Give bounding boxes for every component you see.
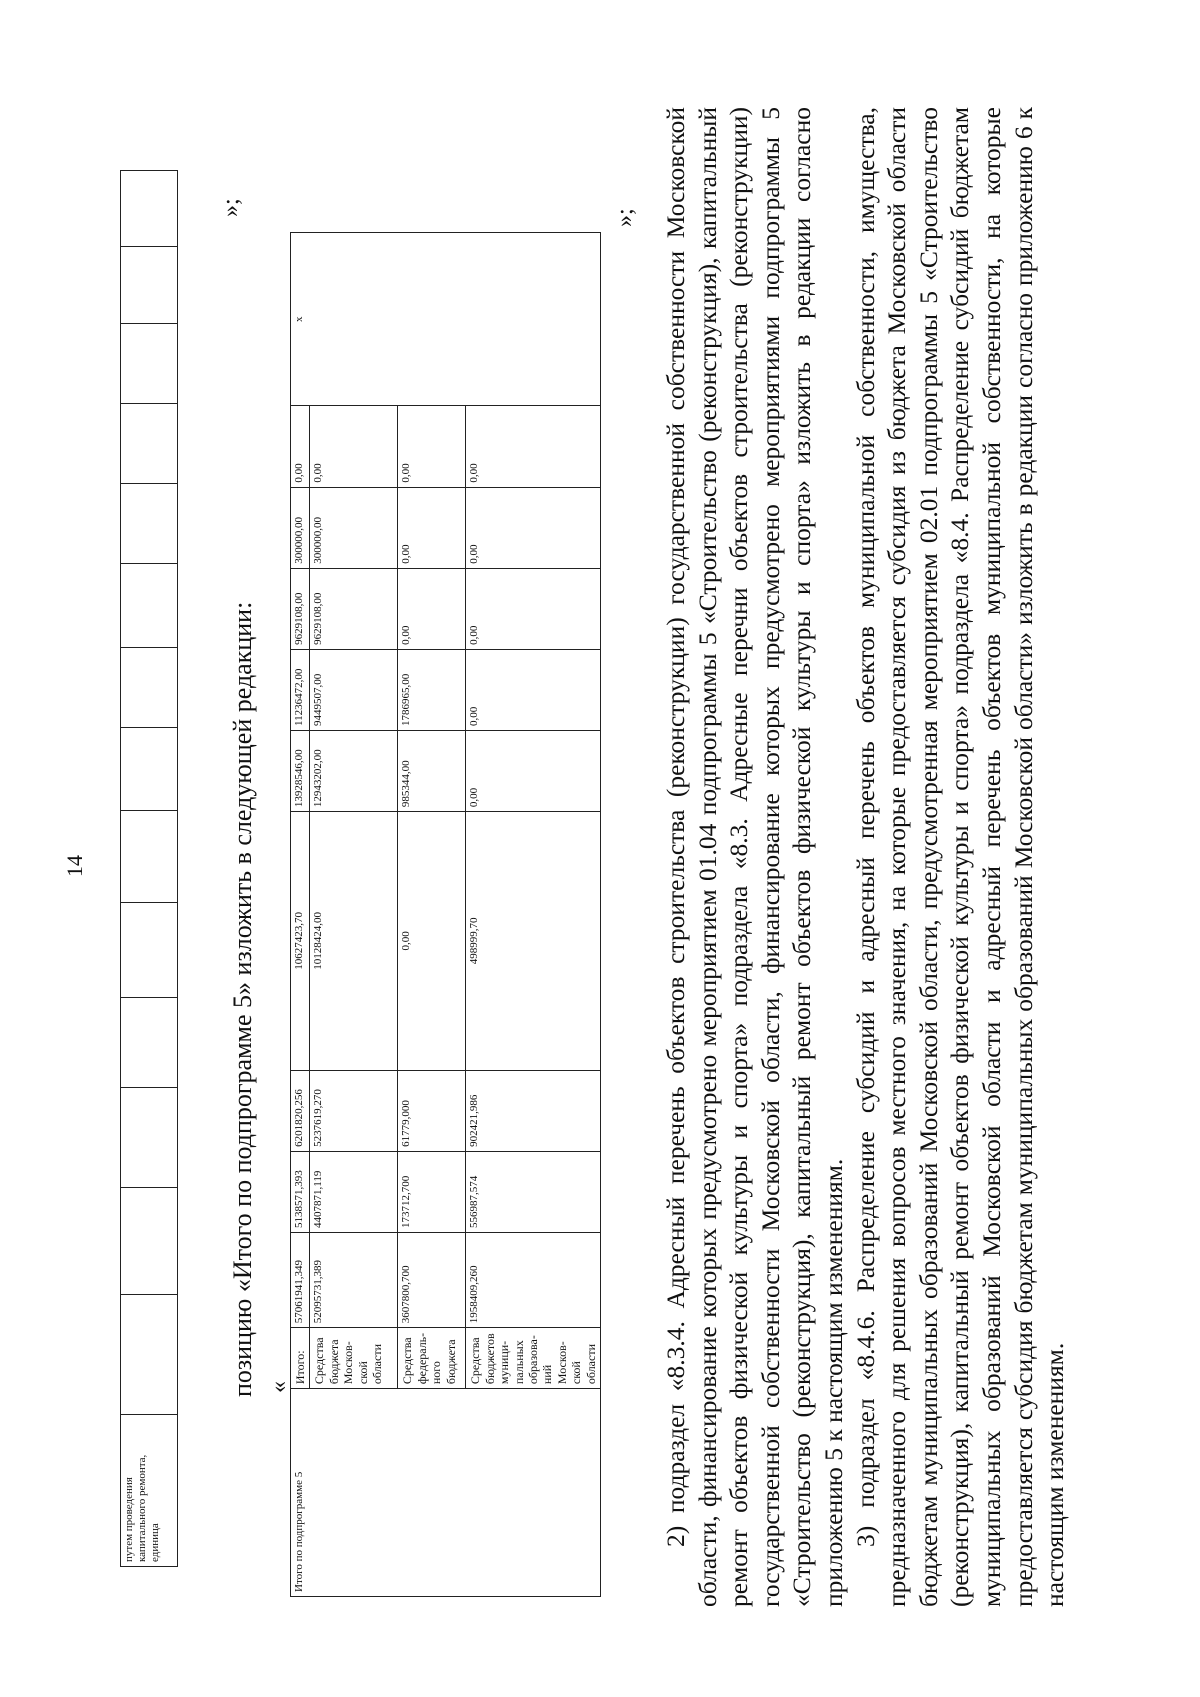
paragraph: 3) подраздел «8.4.6. Распределение субсидий и адресный перечень объектов муниципальной собственности, имущества, предназначенного для решения вопросов местного значения, на которые предоставляется субсидия из бюджета Московской области бюджетам муниципальных образований Московской области, предусмотренная мероприятием 02.01 подпрограммы 5 «Строительство (реконструкция), капитальный ремонт объектов физической культуры и спорта» подраздела «8.4. Распределение субсидий бюджетам муниципальных образований Московской области и адресный перечень объектов муниципальной собственности, на которые предоставляется субсидия бюджетам муниципальных образований Московской области» изложить в редакции согласно приложению 6 к настоящим изменениям. — [850, 107, 1070, 1607]
value-cell: 0,00 — [466, 487, 601, 568]
value-cell: 0,00 — [398, 568, 466, 649]
source-label: Средства федераль-ного бюджета — [398, 1328, 466, 1389]
closing-quote: »; — [612, 208, 638, 227]
value-cell: 300000,00 — [291, 487, 310, 568]
value-cell: 4407871,119 — [310, 1151, 398, 1232]
value-cell: 0,00 — [398, 812, 466, 1071]
source-label: Итого: — [291, 1328, 310, 1389]
value-cell: 556987,574 — [466, 1151, 601, 1232]
value-cell: 0,00 — [466, 730, 601, 811]
value-cell: 52095731,389 — [310, 1232, 398, 1327]
value-cell: 12943202,00 — [310, 730, 398, 811]
value-cell: 498999,70 — [466, 812, 601, 1071]
closing-quote: »; — [218, 198, 244, 217]
value-cell: 11236472,00 — [291, 649, 310, 730]
value-cell: 9629108,00 — [291, 568, 310, 649]
value-cell: 1958409,260 — [466, 1232, 601, 1327]
value-cell: 10627423,70 — [291, 812, 310, 1071]
value-cell: 10128424,00 — [310, 812, 398, 1071]
value-cell: 0,00 — [291, 406, 310, 487]
financing-table — [290, 232, 601, 1597]
value-cell: 13928546,00 — [291, 730, 310, 811]
table-row — [121, 171, 178, 1567]
paragraph: 2) подраздел «8.3.4. Адресный перечень объектов строительства (реконструкции) государственной собственности Московской области, финансирование которых предусмотрено мероприятием 01.04 подпрограммы 5 «Строительство (реконструкция), капитальный ремонт объектов физической культуры и спорта» подраздела «8.3. Адресные перечни объектов строительства (реконструкции) государственной собственности Московской области, финансирование которых предусмотрено мероприятиями подпрограммы 5 «Строительство (реконструкция), капитальный ремонт объектов физической культуры и спорта» изложить в редакции согласно приложению 5 к настоящим изменениям. — [661, 107, 848, 1607]
value-cell: 0,00 — [310, 406, 398, 487]
source-label: Средства бюджетов муници-пальных образова-ний Москов-ской области — [466, 1328, 601, 1389]
value-cell: 5237619,270 — [310, 1070, 398, 1151]
value-cell: 0,00 — [466, 406, 601, 487]
last-col-mark: х — [291, 233, 601, 406]
value-cell: 0,00 — [398, 406, 466, 487]
value-cell: 5138571,393 — [291, 1151, 310, 1232]
value-cell: 173712,700 — [398, 1151, 466, 1232]
value-cell: 0,00 — [466, 568, 601, 649]
value-cell: 3607800,700 — [398, 1232, 466, 1327]
source-label: Средства бюджета Москов-ской области — [310, 1328, 398, 1389]
value-cell: 57061941,349 — [291, 1232, 310, 1327]
opening-quote: « — [266, 1381, 292, 1393]
value-cell: 0,00 — [466, 649, 601, 730]
value-cell: 902421,986 — [466, 1070, 601, 1151]
row-label: Итого по подпрограмме 5 — [291, 1389, 601, 1597]
value-cell: 9449507,00 — [310, 649, 398, 730]
value-cell: 300000,00 — [310, 487, 398, 568]
table-row — [291, 233, 310, 1597]
page-number: 14 — [62, 855, 87, 877]
tail-first-cell: путем проведения капитального ремонта, единица — [121, 1415, 178, 1567]
value-cell: 61779,000 — [398, 1070, 466, 1151]
value-cell: 1786965,00 — [398, 649, 466, 730]
heading-text: позицию «Итого по подпрограмме 5» изложить в следующей редакции: — [228, 601, 257, 1397]
body-text — [660, 107, 1071, 1607]
value-cell: 0,00 — [398, 487, 466, 568]
value-cell: 985344,00 — [398, 730, 466, 811]
value-cell: 9629108,00 — [310, 568, 398, 649]
tail-table — [120, 170, 178, 1567]
value-cell: 6201820,256 — [291, 1070, 310, 1151]
